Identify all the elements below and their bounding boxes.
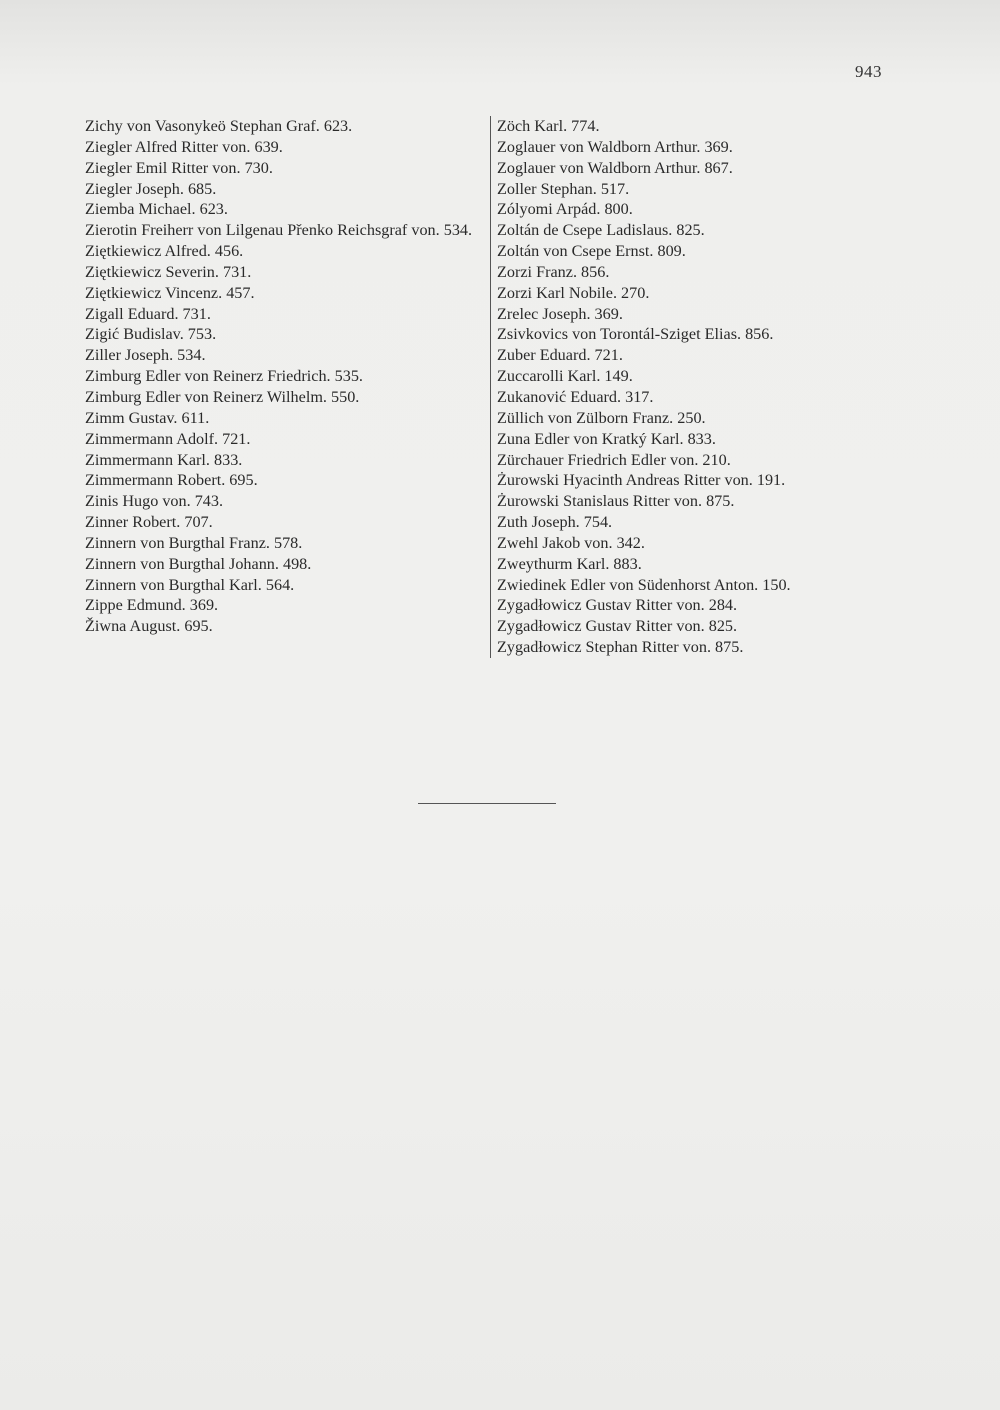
index-entry: Ziller Joseph. 534. (85, 346, 206, 365)
index-entry: Żurowski Hyacinth Andreas Ritter von. 191. (497, 471, 786, 490)
index-entry: Zoglauer von Waldborn Arthur. 369. (497, 137, 733, 156)
index-entry: Zuber Eduard. 721. (497, 346, 623, 365)
section-divider (418, 803, 556, 804)
index-entry: Zinis Hugo von. 743. (85, 492, 224, 511)
index-entry: Zuth Joseph. 754. (497, 513, 613, 532)
index-entry: Zöch Karl. 774. (497, 117, 600, 135)
index-entry: Zorzi Franz. 856. (497, 262, 610, 281)
index-entry: Žiwna August. 695. (85, 617, 213, 636)
index-entry: Zimmermann Robert. 695. (85, 471, 258, 490)
index-entry: Zigall Eduard. 731. (85, 304, 211, 323)
index-entry: Zimmermann Adolf. 721. (85, 429, 251, 448)
index-entry: Zichy von Vasonykeö Stephan Graf. 623. (85, 117, 353, 135)
index-entry: Ziętkiewicz Alfred. 456. (85, 242, 244, 261)
index-entry: Zygadłowicz Stephan Ritter von. 875. (497, 638, 744, 657)
index-entry: Ziegler Alfred Ritter von. 639. (85, 137, 283, 156)
index-entry: Ziemba Michael. 623. (85, 200, 228, 219)
index-entry: Zygadłowicz Gustav Ritter von. 284. (497, 596, 738, 615)
index-entry: Zweythurm Karl. 883. (497, 554, 642, 573)
index-entry: Zürchauer Friedrich Edler von. 210. (497, 450, 731, 469)
index-entry: Zinnern von Burgthal Johann. 498. (85, 554, 312, 573)
index-entry: Zoltán de Csepe Ladislaus. 825. (497, 221, 705, 240)
index-entry: Zygadłowicz Gustav Ritter von. 825. (497, 617, 738, 636)
index-entry: Zsivkovics von Torontál-Sziget Elias. 856. (497, 325, 774, 344)
index-entry: Ziętkiewicz Vincenz. 457. (85, 283, 255, 302)
index-entry: Zinnern von Burgthal Franz. 578. (85, 533, 303, 552)
page-number: 943 (855, 62, 882, 81)
index-entry: Zinnern von Burgthal Karl. 564. (85, 575, 295, 594)
index-entry: Zoltán von Csepe Ernst. 809. (497, 242, 686, 261)
index-entry: Ziętkiewicz Severin. 731. (85, 262, 252, 281)
index-entry: Ziegler Emil Ritter von. 730. (85, 158, 273, 177)
index-column-right (490, 116, 877, 658)
index-entry: Zuccarolli Karl. 149. (497, 367, 633, 386)
index-column-left (85, 116, 485, 637)
index-entry: Zierotin Freiherr von Lilgenau Přenko Reichsgraf von. 534. (85, 221, 473, 240)
index-entry: Zoglauer von Waldborn Arthur. 867. (497, 158, 733, 177)
index-entry: Zrelec Joseph. 369. (497, 304, 623, 323)
index-entry: Zimburg Edler von Reinerz Wilhelm. 550. (85, 387, 360, 406)
index-entry: Żurowski Stanislaus Ritter von. 875. (497, 492, 735, 511)
index-entry: Ziegler Joseph. 685. (85, 179, 217, 198)
index-entry: Zuna Edler von Kratký Karl. 833. (497, 429, 716, 448)
index-entry: Züllich von Zülborn Franz. 250. (497, 408, 706, 427)
index-entry: Zippe Edmund. 369. (85, 596, 219, 615)
index-entry: Zwehl Jakob von. 342. (497, 533, 645, 552)
index-entry: Zólyomi Arpád. 800. (497, 200, 633, 219)
index-entry: Zoller Stephan. 517. (497, 179, 630, 198)
index-entry: Zukanović Eduard. 317. (497, 387, 654, 406)
index-entry: Zorzi Karl Nobile. 270. (497, 283, 650, 302)
index-entry: Zimm Gustav. 611. (85, 408, 210, 427)
index-entry: Zigić Budislav. 753. (85, 325, 217, 344)
index-entry: Zimmermann Karl. 833. (85, 450, 243, 469)
index-entry: Zinner Robert. 707. (85, 513, 213, 532)
index-entry: Zimburg Edler von Reinerz Friedrich. 535. (85, 367, 363, 386)
index-entry: Zwiedinek Edler von Südenhorst Anton. 150. (497, 575, 791, 594)
